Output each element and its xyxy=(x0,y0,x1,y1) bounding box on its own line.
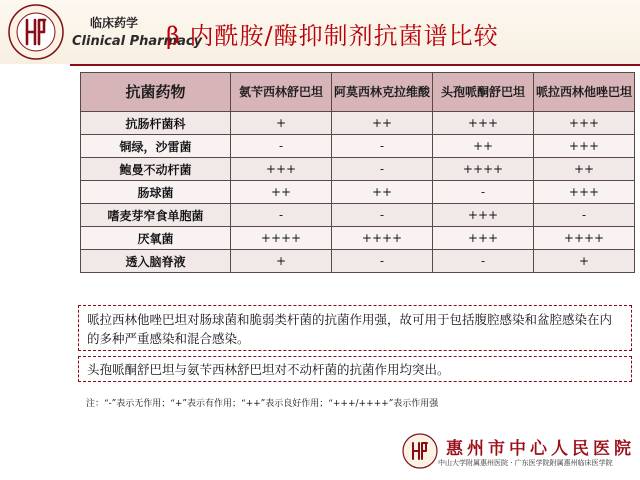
table-row xyxy=(81,135,635,158)
row-label: 肠球菌 xyxy=(81,181,231,204)
table-row xyxy=(81,181,635,204)
page-title: β 内酰胺/酶抑制剂抗菌谱比较 xyxy=(166,22,499,50)
row-label: 铜绿，沙雷菌 xyxy=(81,135,231,158)
table-cell: ++ xyxy=(433,135,534,158)
table-cell: +++ xyxy=(534,112,635,135)
table-cell: +++ xyxy=(433,112,534,135)
column-header: 头孢哌酮舒巴坦 xyxy=(433,73,534,112)
table-cell: - xyxy=(433,181,534,204)
antibacterial-spectrum-table xyxy=(80,72,635,273)
table-cell: ++++ xyxy=(433,158,534,181)
footer-hospital-logo xyxy=(402,433,438,469)
table-cell: + xyxy=(231,250,332,273)
table-row xyxy=(81,204,635,227)
table-cell: ++ xyxy=(231,181,332,204)
row-label: 抗肠杆菌科 xyxy=(81,112,231,135)
table-cell: + xyxy=(534,250,635,273)
table-cell: +++ xyxy=(534,135,635,158)
table-row xyxy=(81,250,635,273)
clinical-pharmacy-en: Clinical Pharmacy xyxy=(72,34,203,49)
table-cell: +++ xyxy=(534,181,635,204)
clinical-pharmacy-cn: 临床药学 xyxy=(89,16,138,30)
row-label: 厌氧菌 xyxy=(81,227,231,250)
table-cell: +++ xyxy=(231,158,332,181)
column-header: 阿莫西林克拉维酸 xyxy=(332,73,433,112)
row-label: 透入脑脊液 xyxy=(81,250,231,273)
table-cell: - xyxy=(332,135,433,158)
table-cell: - xyxy=(332,250,433,273)
row-label: 鲍曼不动杆菌 xyxy=(81,158,231,181)
table-cell: +++ xyxy=(433,204,534,227)
footer-hospital-subtitle: 中山大学附属惠州医院 · 广东医学院附属惠州临床医学院 xyxy=(438,459,613,467)
column-header: 氨苄西林舒巴坦 xyxy=(231,73,332,112)
table-cell: + xyxy=(231,112,332,135)
table-cell: ++++ xyxy=(231,227,332,250)
table-cell: ++++ xyxy=(534,227,635,250)
table-cell: - xyxy=(332,204,433,227)
column-header: 哌拉西林他唑巴坦 xyxy=(534,73,635,112)
table-cell: - xyxy=(332,158,433,181)
footer-hospital-name: 惠州市中心人民医院 xyxy=(446,439,635,459)
symbol-legend: 注：“-”表示无作用；“+”表示有作用；“++”表示良好作用；“+++/++++”表示作用强 xyxy=(86,399,439,409)
note-piperacillin: 哌拉西林他唑巴坦对肠球菌和脆弱类杆菌的抗菌作用强，故可用于包括腹腔感染和盆腔感染在内的多种严重感染和混合感染。 xyxy=(78,305,632,351)
table-cell: ++ xyxy=(332,112,433,135)
title-divider xyxy=(70,64,640,66)
table-row xyxy=(81,158,635,181)
table-cell: - xyxy=(534,204,635,227)
table-header-row xyxy=(81,73,635,112)
table-cell: - xyxy=(231,135,332,158)
table-cell: - xyxy=(231,204,332,227)
table-cell: ++ xyxy=(332,181,433,204)
column-header: 抗菌药物 xyxy=(81,73,231,112)
table-cell: ++ xyxy=(534,158,635,181)
hospital-logo xyxy=(8,4,64,60)
table-cell: ++++ xyxy=(332,227,433,250)
table-row xyxy=(81,112,635,135)
table-row xyxy=(81,227,635,250)
table-cell: +++ xyxy=(433,227,534,250)
table-cell: - xyxy=(433,250,534,273)
note-acinetobacter: 头孢哌酮舒巴坦与氨苄西林舒巴坦对不动杆菌的抗菌作用均突出。 xyxy=(78,356,632,382)
row-label: 嗜麦芽窄食单胞菌 xyxy=(81,204,231,227)
